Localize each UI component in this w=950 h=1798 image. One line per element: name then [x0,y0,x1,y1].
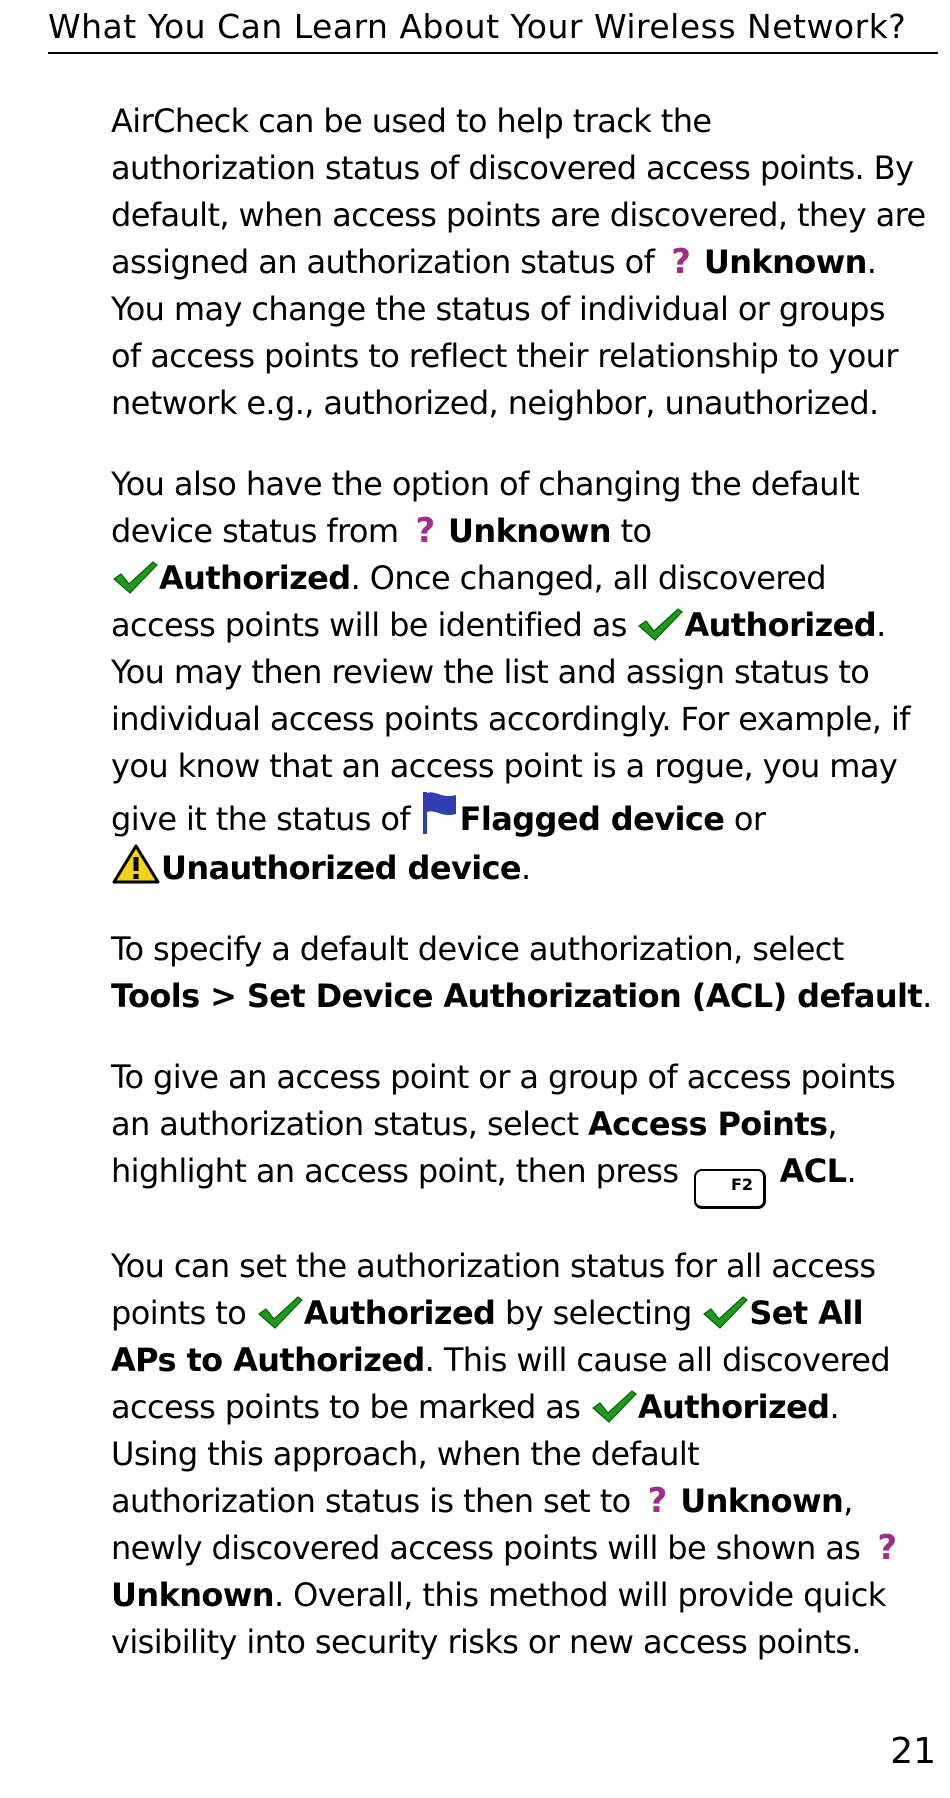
status-authorized: Authorized [303,1294,496,1332]
status-unknown: Unknown [703,243,867,281]
paragraph-default-status [111,461,941,892]
text-line: device status from ? Unknown to [111,508,941,555]
status-unknown: Unknown [111,1576,274,1614]
text-line: Tools > Set Device Authorization (ACL) default. [111,977,932,1015]
page-header [48,6,938,54]
text-line: of access points to reflect their relationship to your [111,337,898,375]
paragraph-assign-status [111,1054,941,1209]
paragraph-intro [111,98,941,427]
text-line: authorization status of discovered access points. By [111,149,914,187]
status-flagged: Flagged device [459,800,725,838]
text-line: You can set the authorization status for all access [111,1247,876,1285]
text-line: individual access points accordingly. For example, if [111,700,910,738]
text-line: authorization status is then set to ? Unknown, [111,1478,941,1525]
menu-access-points: Access Points [588,1105,828,1143]
text-line: Unauthorized device. [111,843,941,892]
text-line: points to Authorized by selecting Set All [111,1294,864,1332]
menu-set-all-cont: APs to Authorized [111,1341,425,1379]
text-line: To give an access point or a group of access points [111,1058,896,1096]
checkmark-icon [590,1388,638,1424]
checkmark-icon [111,559,159,595]
menu-set-all: Set All [749,1294,864,1332]
paragraph-set-all [111,1243,941,1666]
status-authorized: Authorized [159,559,351,597]
warning-icon [111,843,161,885]
text-line: You also have the option of changing the default [111,465,860,503]
flag-icon [420,790,460,836]
text-line: give it the status of Flagged device or [111,790,941,843]
text-line: access points to be marked as Authorized. [111,1388,840,1426]
text-line: highlight an access point, then press F2 ACL. [111,1148,941,1209]
unknown-icon: ? [647,1481,667,1521]
status-authorized: Authorized [637,1388,830,1426]
text-line: To specify a default device authorization, select [111,930,844,968]
status-unknown: Unknown [680,1482,844,1520]
paragraph-set-default [111,926,941,1020]
page-content [111,98,941,1700]
text-line: access points will be identified as Authorized. [111,606,886,644]
status-unauthorized: Unauthorized device [161,849,522,887]
checkmark-icon [701,1294,749,1330]
text-line: Authorized. Once changed, all discovered [111,555,941,602]
checkmark-icon [256,1294,304,1330]
page-number: 21 [890,1731,936,1772]
text-line: Using this approach, when the default [111,1435,700,1473]
status-authorized: Authorized [684,606,877,644]
unknown-icon: ? [671,242,691,282]
text-line: an authorization status, select Access Points, [111,1105,837,1143]
text-line: AirCheck can be used to help track the [111,102,712,140]
text-line: default, when access points are discovered, they are [111,196,926,234]
unknown-icon: ? [877,1528,897,1568]
checkmark-icon [636,606,684,642]
text-line: newly discovered access points will be shown as ? [111,1525,941,1572]
text-line: You may change the status of individual or groups [111,290,885,328]
f2-key-icon: F2 [694,1169,766,1209]
text-line: Unknown. Overall, this method will provide quick [111,1576,886,1614]
acl-label: ACL [779,1152,847,1190]
text-line: visibility into security risks or new access points. [111,1623,862,1661]
menu-path: Tools > Set Device Authorization (ACL) default [111,977,923,1015]
text-line: network e.g., authorized, neighbor, unauthorized. [111,384,879,422]
page-header-title: What You Can Learn About Your Wireless Network? [48,7,907,46]
text-line: assigned an authorization status of ? Unknown. [111,239,941,286]
unknown-icon: ? [415,511,435,551]
text-line: APs to Authorized. This will cause all discovered [111,1341,891,1379]
status-unknown: Unknown [448,512,611,550]
text-line: You may then review the list and assign status to [111,653,870,691]
text-line: you know that an access point is a rogue, you may [111,747,898,785]
